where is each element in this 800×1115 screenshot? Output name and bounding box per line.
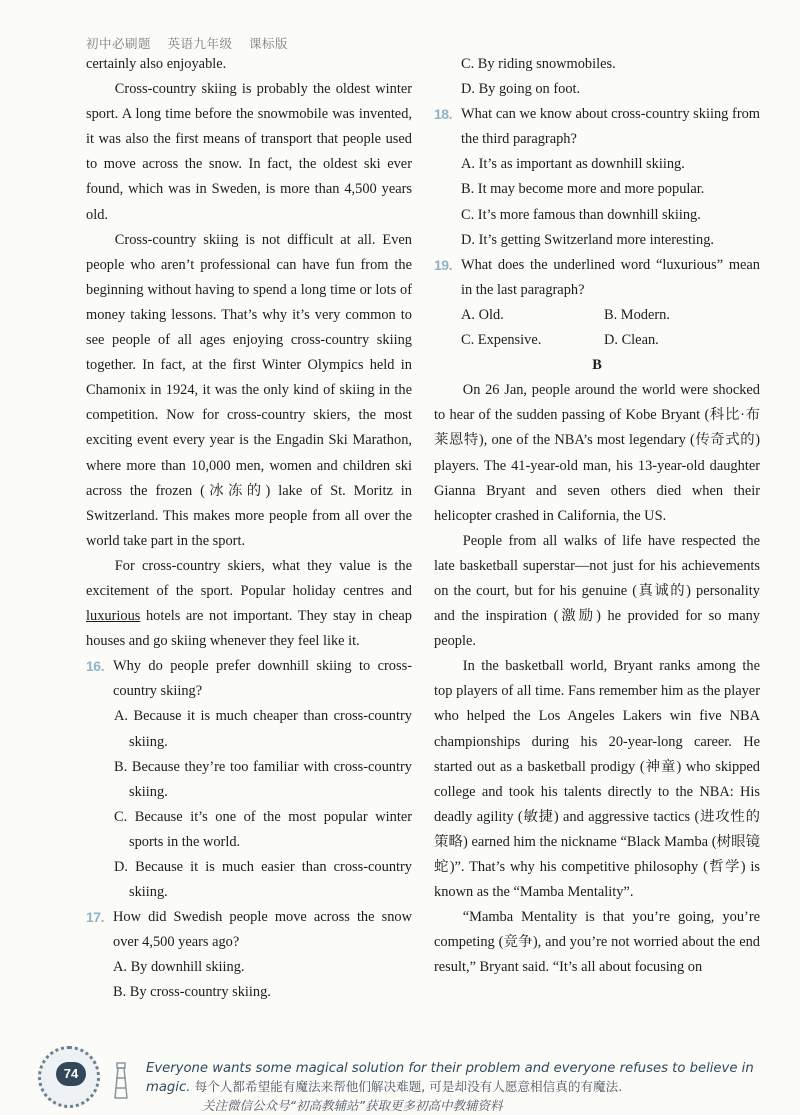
book-title: 初中必刷题 [86,36,152,51]
underlined-word: luxurious [86,608,141,625]
footer-notice: 关注微信公众号“初高教辅站”获取更多初高中教辅资料 [202,1098,503,1113]
question-17 [86,905,412,955]
question-text: Why do people prefer downhill skiing to cross-country skiing? [113,658,412,700]
lighthouse-icon [110,1060,132,1100]
option-a[interactable]: A. Old. [461,306,504,323]
option-b[interactable]: B. Modern. [604,306,670,323]
option-b[interactable]: B. By cross-country skiing. [113,984,271,1001]
question-18 [434,102,760,152]
option-c[interactable]: C. By riding snowmobiles. [461,56,616,72]
paragraph: For cross-country skiers, what they value is the excitement of the sport. Popular holiday centres and luxurious hotels are not important. They stay in cheap houses and go skiing whenever they feel like it. [86,557,412,650]
paragraph: Cross-country skiing is not difficult at all. Even people who aren’t professional can have fun from the beginning without having to spend a long time or lots of money taking lessons. That’s why it’s very common to see people of all ages enjoying cross-country skiing together. In fact, at the first Winter Olympics held in Chamonix in 1924, it was the only kind of skiing in the competition. Now for cross-country skiers, the most exciting event every year is the Engadin Ski Marathon, where more than 10,000 men, women and children ski across the frozen (冰冻的) lake of St. Moritz in Switzerland. This makes more people from all over the world take part in the sport. [86,231,412,549]
option-d[interactable]: D. It’s getting Switzerland more interesting. [461,231,714,248]
question-number: 19. [434,256,452,273]
quote-chinese: 每个人都希望能有魔法来帮他们解决难题, 可是却没有人愿意相信真的有魔法. [194,1079,623,1094]
question-16 [86,654,412,704]
left-column [86,52,412,1006]
option-d[interactable]: D. Clean. [604,332,659,349]
option-d[interactable]: D. By going on foot. [461,81,581,98]
paragraph: People from all walks of life have respected the late basketball superstar—not just for his achievements on the court, but for his genuine (真诚的) personality and the inspiration (激励) he provided for so many people. [434,532,760,650]
question-text: How did Swedish people move across the snow over 4,500 years ago? [113,909,412,951]
option-c[interactable]: C. Because it’s one of the most popular winter sports in the world. [114,808,412,850]
quote-english: Everyone wants some magical solution for their problem and everyone refuses to believe in magic. [146,1061,754,1095]
right-column [434,52,760,980]
option-a[interactable]: A. Because it is much cheaper than cross-country skiing. [114,708,412,750]
running-header [86,34,300,52]
option-b[interactable]: B. It may become more and more popular. [461,181,705,198]
section-heading: B [592,357,602,374]
question-number: 18. [434,106,452,123]
footer-quote [146,1060,766,1097]
paragraph: Cross-country skiing is probably the oldest winter sport. A long time before the snowmobile was invented, it was also the first means of transport that people used to move across the snow. In fact, the oldest ski ever found, which was in Sweden, is more than 4,500 years old. [86,81,412,223]
option-d[interactable]: D. Because it is much easier than cross-country skiing. [114,859,412,901]
paragraph: On 26 Jan, people around the world were shocked to hear of the sudden passing of Kobe Bryant (科比·布莱恩特), one of the NBA’s most legendary (传奇式的) players. The 41-year-old man, his 13-year-old daughter Gianna Bryant and seven others died when their helicopter crashed in California, the US. [434,382,760,524]
paragraph: “Mamba Mentality is that you’re going, you’re competing (竞争), and you’re not worried about the end result,” Bryant said. “It’s all about focusing on [434,909,760,976]
question-19 [434,253,760,303]
option-a[interactable]: A. By downhill skiing. [113,959,245,976]
subject-label: 英语九年级 [167,36,233,51]
option-c[interactable]: C. It’s more famous than downhill skiing. [461,206,701,223]
paragraph: In the basketball world, Bryant ranks among the top players of all time. Fans remember him as the player who helped the Los Angeles Lakers win five NBA championships during his 20-year-long career. He started out as a basketball prodigy (神童) who skipped college and took his talents directly to the NBA: His deadly agility (敏捷) and aggressive tactics (进攻性的策略) earned him the nickname “Black Mamba (树眼镜蛇)”. That’s why his competitive philosophy (哲学) is known as the “Mamba Mentality”. [434,658,760,901]
question-text: What does the underlined word “luxurious” mean in the last paragraph? [461,256,760,298]
option-b[interactable]: B. Because they’re too familiar with cross-country skiing. [114,758,412,800]
option-a[interactable]: A. It’s as important as downhill skiing. [461,156,685,173]
options-row [434,328,760,353]
paragraph: certainly also enjoyable. [86,56,227,72]
question-text: What can we know about cross-country skiing from the third paragraph? [461,106,760,148]
options-row [434,303,760,328]
question-number: 17. [86,909,104,926]
page-number: 74 [56,1062,86,1086]
edition-label: 课标版 [249,36,289,51]
question-number: 16. [86,658,104,675]
option-c[interactable]: C. Expensive. [461,332,542,349]
